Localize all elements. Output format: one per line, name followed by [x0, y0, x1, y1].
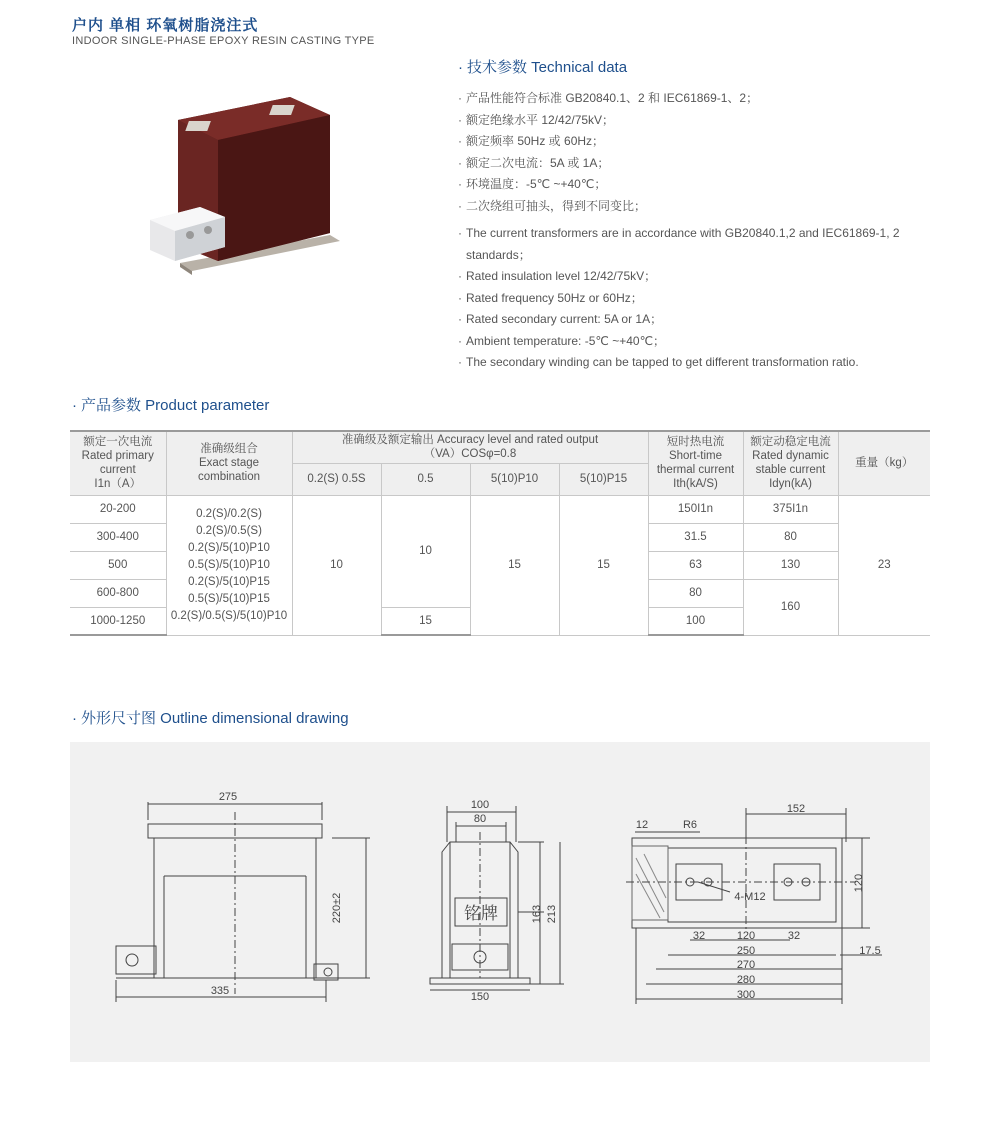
outline-drawing	[70, 742, 930, 1062]
dim-top-32b: 32	[787, 930, 801, 942]
spec-cn-item: · 环境温度：-5℃ ~+40℃；	[458, 177, 607, 191]
dim-side-213: 213	[546, 904, 558, 924]
subheader-p10: 5(10)P10	[470, 463, 559, 495]
dim-side-100: 100	[470, 799, 490, 811]
dim-side-150: 150	[470, 991, 490, 1003]
dim-top-300: 300	[736, 989, 756, 1001]
cell-thermal: 63	[648, 551, 743, 579]
cell-primary: 300-400	[70, 523, 166, 551]
subheader-05: 0.5	[381, 463, 470, 495]
spec-en-item: · The secondary winding can be tapped to get different transformation ratio.	[458, 355, 859, 369]
product-heading: · 产品参数 Product parameter	[72, 397, 270, 414]
cell-dynamic: 375I1n	[743, 495, 838, 523]
subheader-p15: 5(10)P15	[559, 463, 648, 495]
product-image	[140, 85, 360, 285]
table-row	[70, 495, 930, 523]
spec-en-item: · Rated secondary current: 5A or 1A；	[458, 312, 663, 326]
cell-acc-05: 15	[381, 607, 470, 635]
cell-acc-02s: 10	[292, 495, 381, 635]
dim-top-r6: R6	[682, 819, 698, 831]
cell-primary: 500	[70, 551, 166, 579]
holes-label: 4-M12	[734, 891, 766, 903]
dim-top-17: 17.5	[859, 945, 881, 957]
dim-front-275: 275	[218, 791, 238, 803]
cell-thermal: 100	[648, 607, 743, 635]
cell-acc-05: 10	[381, 495, 470, 607]
dim-top-270: 270	[736, 959, 756, 971]
header-weight: 重量（kg）	[838, 431, 930, 495]
cell-thermal: 80	[648, 579, 743, 607]
dim-top-12: 12	[635, 819, 649, 831]
subheader-02s: 0.2(S) 0.5S	[292, 463, 381, 495]
side-view	[430, 799, 564, 1003]
spec-en-item: · The current transformers are in accordance with GB20840.1,2 and IEC61869-1, 2	[458, 226, 900, 240]
cell-dynamic: 160	[743, 579, 838, 635]
table-header-row	[70, 431, 930, 463]
cell-stages: 0.2(S)/0.2(S) 0.2(S)/0.5(S) 0.2(S)/5(10)P10 0.5(S)/5(10)P10 0.2(S)/5(10)P15 0.5(S)/5(10)P15 0.2(S)/0.5(S)/5(10)P10	[166, 495, 292, 635]
dim-top-280: 280	[736, 974, 756, 986]
header-stage: 准确级组合 Exact stage combination	[166, 431, 292, 495]
dim-top-120: 120	[736, 930, 756, 942]
header-dynamic: 额定动稳定电流 Rated dynamic stable current Idyn(kA)	[743, 431, 838, 495]
header-thermal: 短时热电流 Short-time thermal current Ith(kA/S)	[648, 431, 743, 495]
spec-cn-item: · 额定频率 50Hz 或 60Hz；	[458, 134, 605, 148]
spec-cn-item: · 二次绕组可抽头，得到不同变比；	[458, 198, 647, 213]
dim-top-120v: 120	[853, 873, 865, 893]
spec-cn-item: · 额定二次电流：5A 或 1A；	[458, 155, 610, 170]
dim-top-250: 250	[736, 945, 756, 957]
cell-primary: 600-800	[70, 579, 166, 607]
front-view	[116, 791, 370, 1002]
technical-cn-list	[458, 88, 758, 217]
header-accuracy: 准确级及额定输出 Accuracy level and rated output （VA）COSφ=0.8	[292, 431, 648, 463]
dim-front-335: 335	[210, 985, 230, 997]
dim-front-220: 220±2	[331, 892, 343, 924]
header-primary: 额定一次电流 Rated primary current I1n（A）	[70, 431, 166, 495]
spec-en-item: · Rated frequency 50Hz or 60Hz；	[458, 290, 643, 305]
top-view	[626, 803, 882, 1004]
cell-primary: 20-200	[70, 495, 166, 523]
spec-en-item: standards；	[466, 247, 531, 262]
cell-dynamic: 80	[743, 523, 838, 551]
outline-heading: · 外形尺寸图 Outline dimensional drawing	[72, 710, 349, 727]
page-title-en: INDOOR SINGLE-PHASE EPOXY RESIN CASTING TYPE	[72, 35, 375, 47]
product-parameter-table	[70, 430, 930, 636]
cell-thermal: 150I1n	[648, 495, 743, 523]
nameplate-label: 铭牌	[464, 904, 498, 923]
cell-dynamic: 130	[743, 551, 838, 579]
cell-weight: 23	[838, 495, 930, 635]
outline-drawing-panel	[70, 742, 930, 1062]
spec-en-item: · Rated insulation level 12/42/75kV；	[458, 269, 657, 283]
spec-cn-item: · 额定绝缘水平 12/42/75kV；	[458, 112, 615, 127]
technical-heading: · 技术参数 Technical data	[458, 59, 628, 76]
spec-en-item: · Ambient temperature: -5℃ ~+40℃；	[458, 333, 666, 348]
cell-acc-p10: 15	[470, 495, 559, 635]
page-title-cn: 户内 单相 环氧树脂浇注式	[72, 17, 259, 34]
cell-thermal: 31.5	[648, 523, 743, 551]
technical-en-list	[458, 223, 928, 374]
dim-top-32a: 32	[692, 930, 706, 942]
dim-side-80: 80	[473, 813, 487, 825]
cell-primary: 1000-1250	[70, 607, 166, 635]
cell-acc-p15: 15	[559, 495, 648, 635]
spec-cn-item: · 产品性能符合标准 GB20840.1、2 和 IEC61869-1、2；	[458, 91, 759, 105]
dim-side-163: 163	[531, 904, 543, 924]
dim-top-152: 152	[786, 803, 806, 815]
